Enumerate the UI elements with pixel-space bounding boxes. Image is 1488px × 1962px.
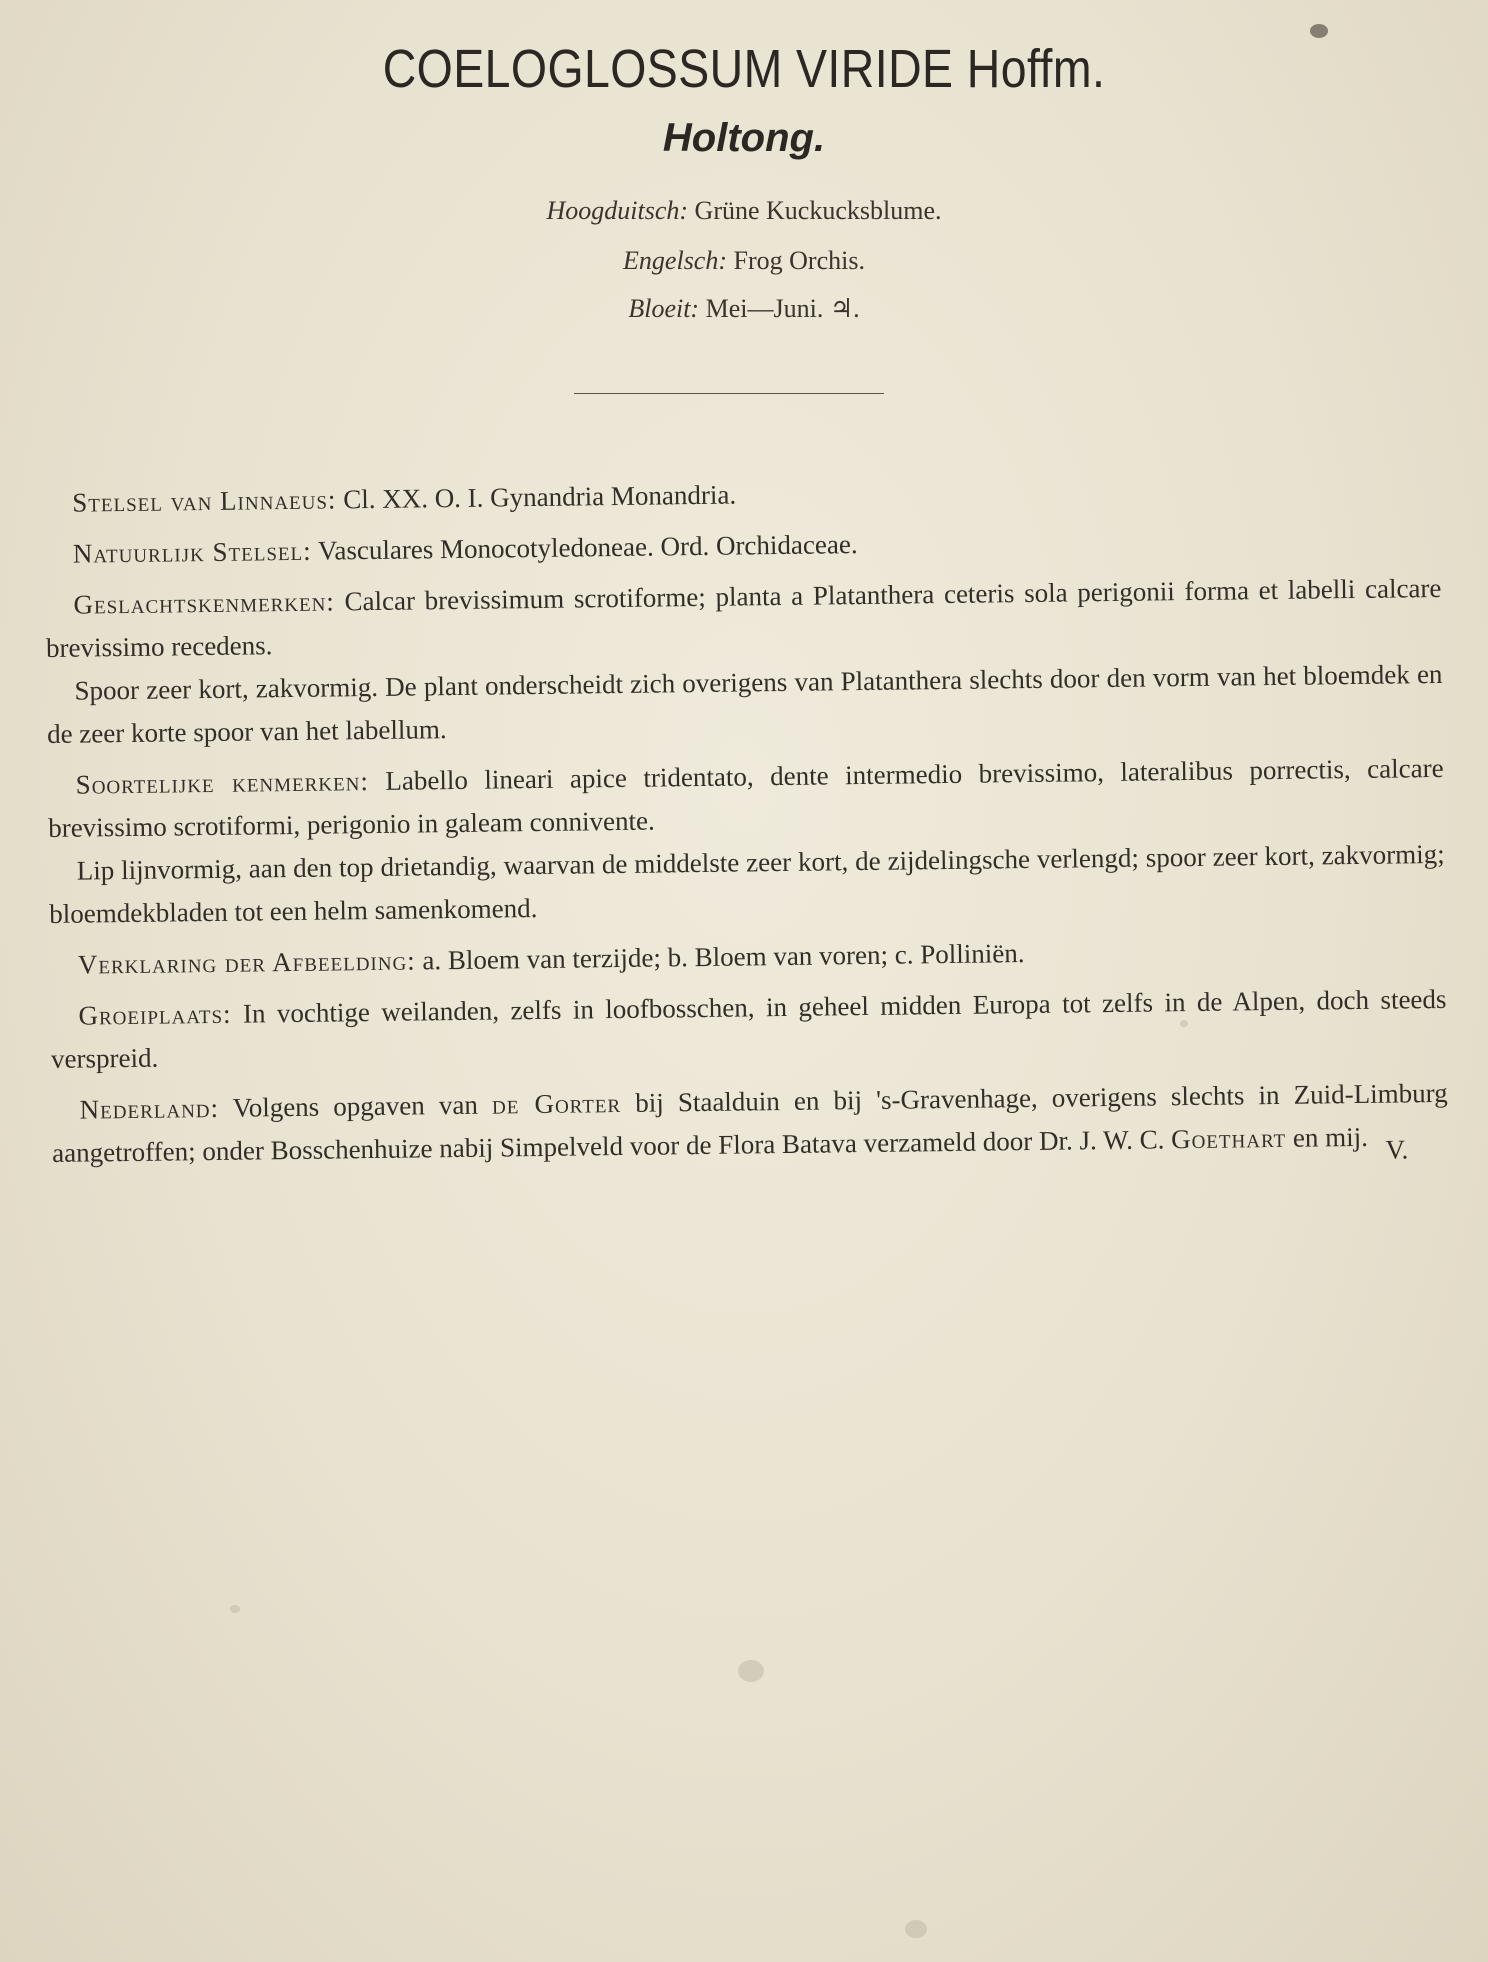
author-signature: V. — [1385, 1134, 1409, 1165]
english-label: Engelsch: — [623, 246, 728, 275]
figure-explanation-label: Verklaring der Afbeelding: — [77, 945, 416, 980]
linnaeus-label: Stelsel van Linnaeus: — [72, 484, 337, 518]
description-body — [44, 465, 1449, 1188]
german-value: Grüne Kuckucksblume. — [694, 196, 942, 225]
habitat-text: In vochtige weilanden, zelfs in loofbosschen, in geheel midden Europa tot zelfs in de Alpen, doch steeds verspreid. — [50, 983, 1447, 1074]
stain-spot — [738, 1660, 764, 1682]
german-label: Hoogduitsch: — [546, 196, 689, 225]
netherlands-author-1: de Gorter — [491, 1087, 622, 1120]
natural-system-text: Vasculares Monocotyledoneae. Ord. Orchidaceae. — [317, 529, 858, 566]
english-value: Frog Orchis. — [733, 246, 865, 275]
english-name-line — [0, 246, 1488, 276]
figure-explanation-paragraph — [50, 927, 1446, 987]
netherlands-text-2: bij Staalduin en bij 's-Gravenhage, overigens slechts in Zuid-Limburg aangetroffen; onder Bosschenhuize nabij Simpelveld voor de Flora Batava verzameld door Dr. J. W. C. — [52, 1077, 1448, 1168]
header-divider — [574, 393, 884, 394]
bloom-label: Bloeit: — [628, 294, 700, 323]
dutch-common-name: Holtong. — [662, 116, 826, 160]
species-label: Soortelijke kenmerken: — [75, 766, 370, 800]
netherlands-text-1: Volgens opgaven van — [232, 1089, 479, 1123]
german-name-line — [0, 196, 1488, 226]
stain-spot — [905, 1920, 927, 1938]
stain-spot — [230, 1605, 240, 1613]
bloom-value: Mei—Juni. ♃. — [705, 294, 860, 323]
genus-label: Geslachtskenmerken: — [73, 586, 336, 620]
netherlands-text-3: en mij. — [1292, 1121, 1369, 1153]
netherlands-paragraph — [51, 1072, 1448, 1175]
bloom-period-line — [0, 294, 1488, 324]
scientific-name-title: COELOGLOSSUM VIRIDE Hoffm. — [382, 39, 1106, 99]
species-dutch-paragraph: Lip lijnvormig, aan den top drietandig, waarvan de middelste zeer kort, de zijdelingsche verlengd; spoor zeer kort, zakvormig; bloemdekbladen tot een helm samenkomend. — [49, 838, 1445, 929]
linnaeus-paragraph — [44, 465, 1440, 525]
netherlands-label: Nederland: — [79, 1092, 220, 1125]
genus-dutch-paragraph: Spoor zeer kort, zakvormig. De plant onderscheidt zich overigens van Platanthera slechts door den vorm van het bloemdek en de zeer korte spoor van het labellum. — [46, 658, 1443, 749]
linnaeus-text: Cl. XX. O. I. Gynandria Monandria. — [343, 479, 737, 515]
habitat-label: Groeiplaats: — [78, 998, 232, 1031]
species-latin-text: Labello lineari apice tridentato, dente intermedio brevissimo, lateralibus porrectis, calcare brevissimo scrotiformi, perigonio in galeam connivente. — [48, 752, 1444, 843]
stain-spot — [1310, 24, 1328, 38]
natural-system-label: Natuurlijk Stelsel: — [72, 535, 312, 569]
habitat-paragraph — [50, 978, 1447, 1081]
figure-explanation-text: a. Bloem van terzijde; b. Bloem van voren; c. Polliniën. — [422, 938, 1025, 976]
genus-latin-text: Calcar brevissimum scrotiforme; planta a Platanthera ceteris sola perigonii forma et labelli calcare brevissimo recedens. — [45, 572, 1442, 663]
natural-system-paragraph — [45, 516, 1441, 576]
netherlands-author-2: Goethart — [1170, 1122, 1287, 1155]
